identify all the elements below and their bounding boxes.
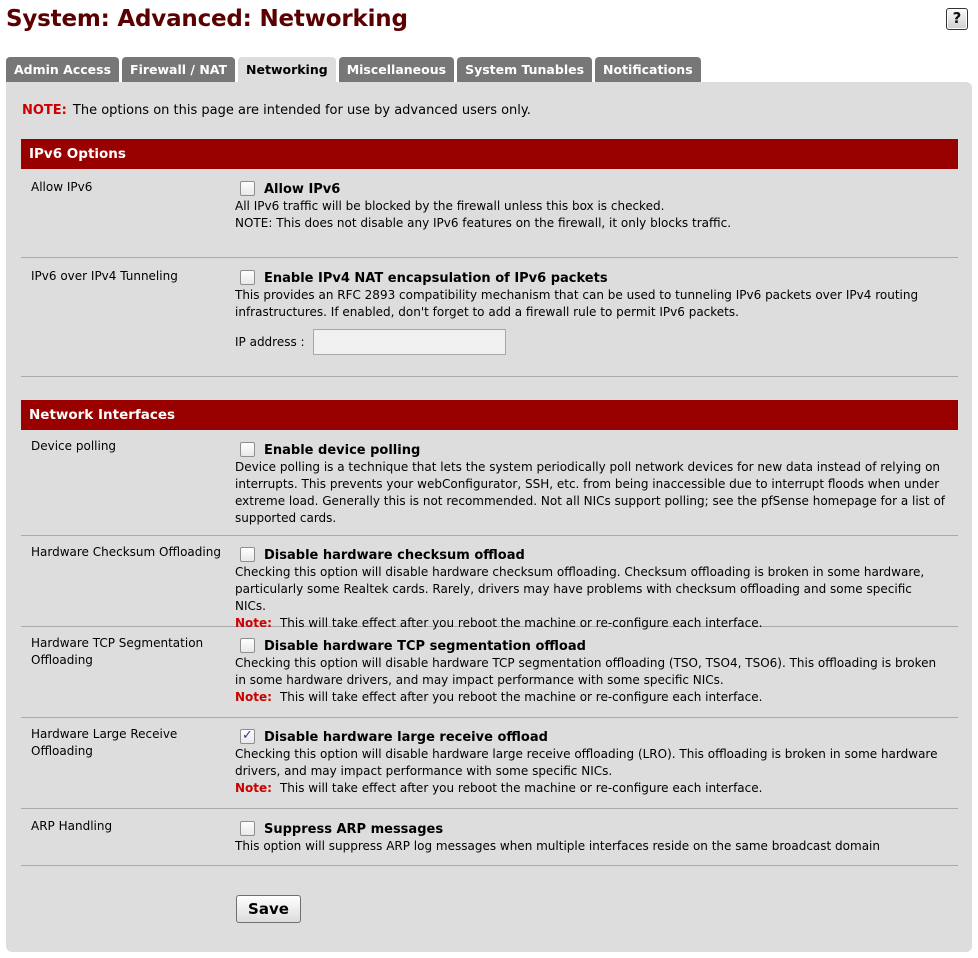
- row-hardware-checksum: [21, 536, 958, 630]
- tso-offload-checkbox[interactable]: [240, 638, 255, 653]
- row-allow-ipv6: [21, 169, 958, 258]
- tab-system-tunables[interactable]: System Tunables: [457, 57, 592, 82]
- allow-ipv6-checkbox-label[interactable]: Allow IPv6: [264, 182, 341, 197]
- row-hardware-lro: [21, 718, 958, 809]
- suppress-arp-checkbox-label[interactable]: Suppress ARP messages: [264, 822, 444, 837]
- tso-offload-note: [235, 689, 945, 706]
- lro-note-text: This will take effect after you reboot the machine or re-configure each interface.: [279, 781, 763, 795]
- ipv6-nat-encapsulation-label[interactable]: Enable IPv4 NAT encapsulation of IPv6 packets: [264, 271, 608, 286]
- checksum-note-label: Note:: [235, 616, 272, 630]
- page-title: System: Advanced: Networking: [6, 6, 408, 32]
- content-panel: [6, 82, 972, 952]
- row-label-device-polling: Device polling: [31, 439, 117, 453]
- allow-ipv6-checkbox[interactable]: [240, 181, 255, 196]
- ip-address-input[interactable]: [313, 329, 506, 355]
- checksum-offload-desc: Checking this option will disable hardware checksum offloading. Checksum offloading is broken in some hardware, particularly some Realtek cards. Rarely, drivers may have problems with checksum offloading and some specific NICs.: [235, 565, 925, 613]
- suppress-arp-checkbox[interactable]: [240, 821, 255, 836]
- row-label-hardware-lro: Hardware Large Receive Offloading: [31, 727, 178, 758]
- row-arp-handling: [21, 809, 958, 866]
- note-label: NOTE:: [22, 103, 67, 118]
- lro-offload-desc: Checking this option will disable hardware large receive offloading (LRO). This offloading is broken in some hardware drivers, and may impact performance with some specific NICs.: [235, 747, 938, 778]
- row-label-hardware-tso: Hardware TCP Segmentation Offloading: [31, 636, 204, 667]
- tab-networking[interactable]: Networking: [238, 57, 336, 82]
- lro-offload-note: [235, 780, 945, 797]
- ipv6-tunneling-desc: This provides an RFC 2893 compatibility mechanism that can be used to tunneling IPv6 packets over IPv4 routing infrastructures. If enabled, don't forget to add a firewall rule to permit IPv6 packets.: [235, 288, 919, 319]
- allow-ipv6-desc-2: NOTE: This does not disable any IPv6 features on the firewall, it only blocks traffic.: [235, 216, 732, 230]
- ipv6-nat-encapsulation-checkbox[interactable]: [240, 270, 255, 285]
- lro-offload-checkbox[interactable]: [240, 729, 255, 744]
- tso-offload-desc: Checking this option will disable hardware TCP segmentation offloading (TSO, TSO4, TSO6). This offloading is broken in some hardware drivers, and may impact performance with some specific NICs.: [235, 656, 937, 687]
- row-ipv6-tunneling: [21, 258, 958, 377]
- tab-bar: [6, 57, 701, 82]
- tab-admin-access[interactable]: Admin Access: [6, 57, 119, 82]
- ip-address-label: IP address :: [235, 334, 305, 349]
- row-label-hardware-checksum: Hardware Checksum Offloading: [31, 545, 221, 559]
- row-device-polling: [21, 430, 958, 536]
- checksum-note-text: This will take effect after you reboot the machine or re-configure each interface.: [279, 616, 763, 630]
- tso-offload-checkbox-label[interactable]: Disable hardware TCP segmentation offload: [264, 639, 586, 654]
- device-polling-desc: Device polling is a technique that lets the system periodically poll network devices for new data instead of relying on interrupts. This prevents your webConfigurator, SSH, etc. from being inaccessible due to interrupt floods when under extreme load. Generally this is not recommended. Not all NICs support polling; see the pfSense homepage for a list of supported cards.: [235, 460, 946, 525]
- tab-miscellaneous[interactable]: Miscellaneous: [339, 57, 454, 82]
- row-label-arp-handling: ARP Handling: [31, 819, 113, 833]
- checksum-offload-checkbox[interactable]: [240, 547, 255, 562]
- section-header-network-interfaces: Network Interfaces: [21, 400, 958, 430]
- device-polling-checkbox-label[interactable]: Enable device polling: [264, 443, 421, 458]
- row-label-ipv6-tunneling: IPv6 over IPv4 Tunneling: [31, 269, 178, 283]
- checksum-offload-checkbox-label[interactable]: Disable hardware checksum offload: [264, 548, 525, 563]
- note-text: The options on this page are intended for use by advanced users only.: [72, 103, 531, 118]
- allow-ipv6-desc-1: All IPv6 traffic will be blocked by the firewall unless this box is checked.: [235, 199, 665, 213]
- help-icon[interactable]: ?: [946, 8, 968, 30]
- section-header-ipv6: IPv6 Options: [21, 139, 958, 169]
- advanced-note: [22, 103, 531, 118]
- lro-note-label: Note:: [235, 781, 272, 795]
- save-button[interactable]: Save: [236, 895, 301, 923]
- tso-note-label: Note:: [235, 690, 272, 704]
- row-hardware-tso: [21, 627, 958, 718]
- suppress-arp-desc: This option will suppress ARP log messages when multiple interfaces reside on the same broadcast domain: [235, 839, 880, 853]
- tso-note-text: This will take effect after you reboot the machine or re-configure each interface.: [279, 690, 763, 704]
- row-label-allow-ipv6: Allow IPv6: [31, 180, 93, 194]
- tab-firewall-nat[interactable]: Firewall / NAT: [122, 57, 235, 82]
- lro-offload-checkbox-label[interactable]: Disable hardware large receive offload: [264, 730, 548, 745]
- device-polling-checkbox[interactable]: [240, 442, 255, 457]
- tab-notifications[interactable]: Notifications: [595, 57, 701, 82]
